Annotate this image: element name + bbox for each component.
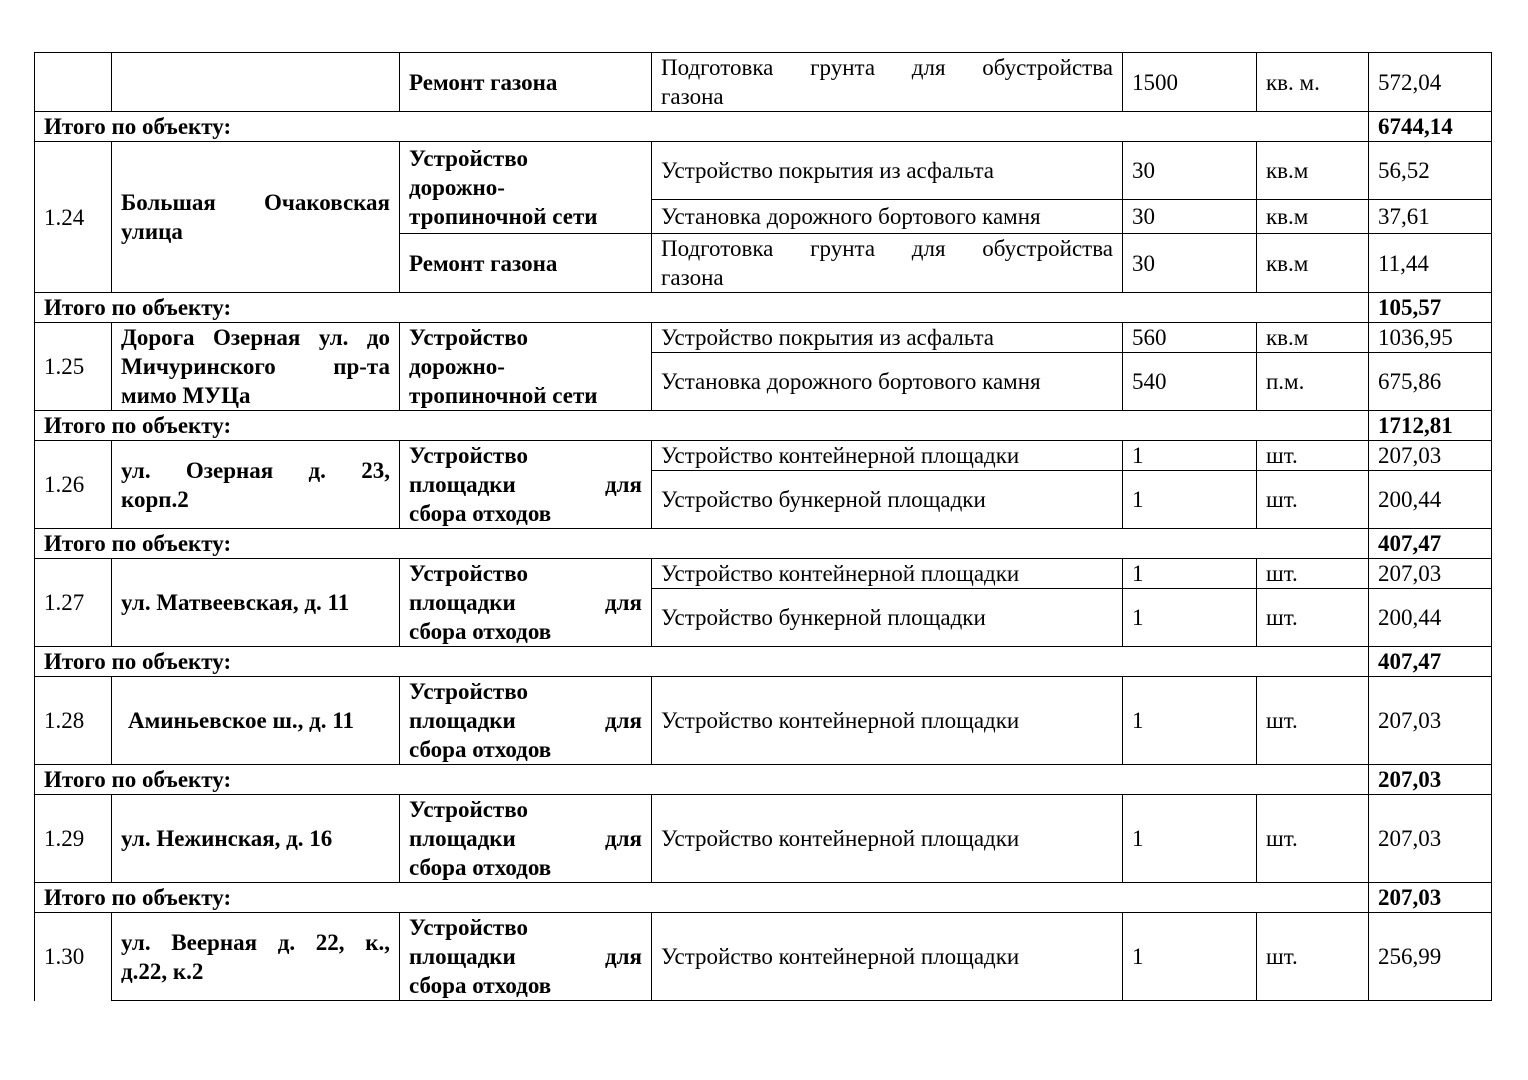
table-row <box>35 559 1492 589</box>
object-name-cell: ул. Матвеевская, д. 11 <box>112 559 400 647</box>
work-type-line: дорожно- <box>409 354 505 379</box>
work-type-line: Устройство <box>409 797 528 822</box>
work-description-cell: Устройство покрытия из асфальта <box>652 142 1123 200</box>
quantity-cell: 1 <box>1123 913 1257 1001</box>
total-value: 407,47 <box>1369 529 1492 559</box>
quantity-cell: 30 <box>1123 142 1257 200</box>
total-label: Итого по объекту: <box>35 112 1369 142</box>
work-description-line: Подготовка грунта для обустройства <box>661 236 1113 261</box>
quantity-cell: 30 <box>1123 234 1257 293</box>
table-row <box>35 53 1492 112</box>
unit-cell: шт. <box>1257 441 1369 471</box>
work-type-line: тропиночной сети <box>409 204 598 229</box>
total-row <box>35 765 1492 795</box>
unit-cell: шт. <box>1257 589 1369 647</box>
work-description-cell: Установка дорожного бортового камня <box>652 353 1123 411</box>
work-type-cell <box>400 142 652 234</box>
object-name-cell: Аминьевское ш., д. 11 <box>112 677 400 765</box>
table-row <box>35 677 1492 765</box>
total-value: 1712,81 <box>1369 411 1492 441</box>
total-label: Итого по объекту: <box>35 883 1369 913</box>
total-row <box>35 529 1492 559</box>
total-row <box>35 112 1492 142</box>
object-name-cell <box>112 441 400 529</box>
work-type-line: площадки для <box>409 826 642 851</box>
quantity-cell: 1 <box>1123 559 1257 589</box>
object-name-line: мимо МУЦа <box>121 383 251 408</box>
unit-cell: кв.м <box>1257 200 1369 234</box>
row-number-cell: 1.27 <box>35 559 112 647</box>
row-number-cell: 1.29 <box>35 795 112 883</box>
unit-cell: кв.м <box>1257 142 1369 200</box>
cost-cell: 207,03 <box>1369 795 1492 883</box>
cost-cell: 207,03 <box>1369 677 1492 765</box>
cost-cell: 207,03 <box>1369 559 1492 589</box>
unit-cell: шт. <box>1257 795 1369 883</box>
work-type-line: сбора отходов <box>409 501 552 526</box>
unit-cell: кв. м. <box>1257 53 1369 112</box>
work-type-cell <box>400 323 652 411</box>
quantity-cell: 1 <box>1123 471 1257 529</box>
work-description-cell: Устройство контейнерной площадки <box>652 559 1123 589</box>
cost-cell: 200,44 <box>1369 471 1492 529</box>
work-type-cell: Ремонт газона <box>400 234 652 293</box>
row-number-cell: 1.28 <box>35 677 112 765</box>
unit-cell: шт. <box>1257 677 1369 765</box>
unit-cell: кв.м <box>1257 323 1369 353</box>
row-number-cell: 1.30 <box>35 913 112 1001</box>
object-name-line: ул. Озерная д. 23, <box>121 457 390 483</box>
work-description-cell: Устройство контейнерной площадки <box>652 441 1123 471</box>
total-value: 207,03 <box>1369 883 1492 913</box>
work-type-cell <box>400 913 652 1001</box>
work-description-cell: Устройство бункерной площадки <box>652 471 1123 529</box>
unit-cell: шт. <box>1257 471 1369 529</box>
total-label: Итого по объекту: <box>35 293 1369 323</box>
object-name-cell <box>112 913 400 1001</box>
total-row <box>35 883 1492 913</box>
total-label: Итого по объекту: <box>35 647 1369 677</box>
object-name-cell <box>112 142 400 293</box>
work-type-line: Устройство <box>409 915 528 940</box>
total-row <box>35 647 1492 677</box>
work-description-cell <box>652 53 1123 112</box>
object-name-line: Мичуринского пр-та <box>121 354 390 379</box>
work-type-line: Устройство <box>409 146 528 171</box>
work-type-line: сбора отходов <box>409 855 552 880</box>
table-row <box>35 323 1492 353</box>
total-label: Итого по объекту: <box>35 765 1369 795</box>
works-table <box>34 52 1492 1001</box>
object-name-cell: ул. Нежинская, д. 16 <box>112 795 400 883</box>
work-description-line: газона <box>661 84 724 109</box>
quantity-cell: 30 <box>1123 200 1257 234</box>
total-value: 207,03 <box>1369 765 1492 795</box>
unit-cell: шт. <box>1257 913 1369 1001</box>
object-name-line: ул. Веерная д. 22, к., <box>121 929 390 955</box>
object-name-cell <box>112 323 400 411</box>
work-description-cell <box>652 234 1123 293</box>
work-type-cell <box>400 441 652 529</box>
quantity-cell: 1 <box>1123 441 1257 471</box>
quantity-cell: 1 <box>1123 589 1257 647</box>
work-type-line: площадки для <box>409 708 642 733</box>
total-row <box>35 293 1492 323</box>
cost-cell: 11,44 <box>1369 234 1492 293</box>
unit-cell: п.м. <box>1257 353 1369 411</box>
work-type-cell <box>400 559 652 647</box>
total-row <box>35 411 1492 441</box>
total-label: Итого по объекту: <box>35 529 1369 559</box>
quantity-cell: 1 <box>1123 795 1257 883</box>
work-type-line: площадки для <box>409 590 642 615</box>
row-number-cell <box>35 53 112 112</box>
work-type-cell <box>400 795 652 883</box>
work-type-line: Устройство <box>409 325 528 350</box>
work-description-line: Подготовка грунта для обустройства <box>661 55 1113 80</box>
unit-cell: кв.м <box>1257 234 1369 293</box>
work-type-line: площадки для <box>409 472 642 497</box>
cost-cell: 1036,95 <box>1369 323 1492 353</box>
work-description-cell: Устройство контейнерной площадки <box>652 913 1123 1001</box>
total-value: 407,47 <box>1369 647 1492 677</box>
object-name-cell <box>112 53 400 112</box>
total-value: 6744,14 <box>1369 112 1492 142</box>
object-name-line: Дорога Озерная ул. до <box>121 325 390 350</box>
work-type-cell <box>400 677 652 765</box>
cost-cell: 200,44 <box>1369 589 1492 647</box>
total-label: Итого по объекту: <box>35 411 1369 441</box>
table-row <box>35 795 1492 883</box>
unit-cell: шт. <box>1257 559 1369 589</box>
quantity-cell: 560 <box>1123 323 1257 353</box>
work-description-cell: Устройство контейнерной площадки <box>652 795 1123 883</box>
work-type-line: сбора отходов <box>409 973 552 998</box>
cost-cell: 207,03 <box>1369 441 1492 471</box>
work-description-cell: Устройство контейнерной площадки <box>652 677 1123 765</box>
quantity-cell: 1 <box>1123 677 1257 765</box>
work-type-line: тропиночной сети <box>409 383 598 408</box>
row-number-cell: 1.25 <box>35 323 112 411</box>
cost-cell: 675,86 <box>1369 353 1492 411</box>
table-row <box>35 913 1492 1001</box>
cost-cell: 56,52 <box>1369 142 1492 200</box>
cost-cell: 572,04 <box>1369 53 1492 112</box>
work-type-line: Устройство <box>409 679 528 704</box>
row-number-cell: 1.24 <box>35 142 112 293</box>
table-row <box>35 441 1492 471</box>
work-type-line: сбора отходов <box>409 619 552 644</box>
work-description-cell: Установка дорожного бортового камня <box>652 200 1123 234</box>
quantity-cell: 1500 <box>1123 53 1257 112</box>
total-value: 105,57 <box>1369 293 1492 323</box>
object-name-line: улица <box>121 219 183 244</box>
work-description-line: газона <box>661 265 724 290</box>
table-row <box>35 142 1492 200</box>
work-type-line: сбора отходов <box>409 737 552 762</box>
cost-cell: 37,61 <box>1369 200 1492 234</box>
work-description-cell: Устройство бункерной площадки <box>652 589 1123 647</box>
work-description-cell: Устройство покрытия из асфальта <box>652 323 1123 353</box>
row-number-cell: 1.26 <box>35 441 112 529</box>
object-name-line: д.22, к.2 <box>121 958 204 984</box>
object-name-line: корп.2 <box>121 486 189 512</box>
work-type-line: Устройство <box>409 561 528 586</box>
object-name-line: Большая Очаковская <box>121 190 390 215</box>
work-type-line: Устройство <box>409 443 528 468</box>
cost-cell: 256,99 <box>1369 913 1492 1001</box>
work-type-cell: Ремонт газона <box>400 53 652 112</box>
quantity-cell: 540 <box>1123 353 1257 411</box>
work-type-line: площадки для <box>409 944 642 969</box>
work-type-line: дорожно- <box>409 175 505 200</box>
